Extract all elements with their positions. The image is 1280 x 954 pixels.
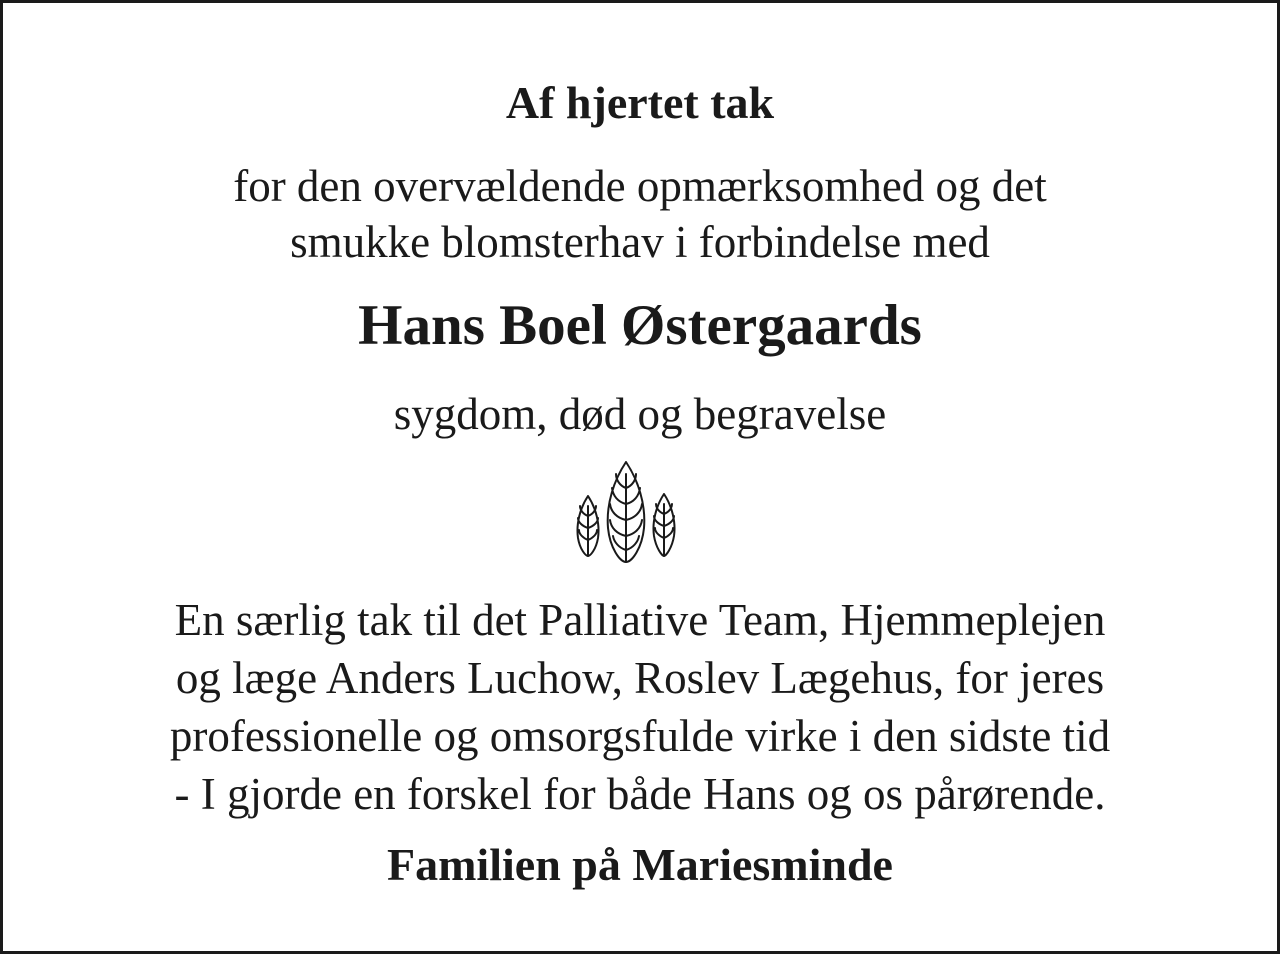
wheat-ear-right <box>653 494 674 556</box>
intro-line: for den overvældende opmærksomhed og det <box>233 161 1047 211</box>
wheat-ear-left <box>577 496 598 556</box>
acknowledgement-text <box>3 591 1277 823</box>
deceased-name: Hans Boel Østergaards <box>358 294 922 357</box>
wheat-ears-icon <box>568 458 688 568</box>
context-text: sygdom, død og begravelse <box>393 389 887 439</box>
acknowledgement-line: og læge Anders Luchow, Roslev Lægehus, for jeres <box>175 653 1105 703</box>
signature: Familien på Mariesminde <box>387 839 893 890</box>
intro-line: smukke blomsterhav i forbindelse med <box>290 217 990 267</box>
wheat-ear-center <box>608 462 645 562</box>
notice-heading: Af hjertet tak <box>505 77 775 128</box>
acknowledgement-line: professionelle og omsorgsfulde virke i den sidste tid <box>169 711 1111 761</box>
intro-text <box>3 158 1277 270</box>
acknowledgement-line: - I gjorde en forskel for både Hans og os pårørende. <box>174 769 1106 819</box>
acknowledgement-line: En særlig tak til det Palliative Team, Hjemmeplejen <box>174 595 1106 645</box>
